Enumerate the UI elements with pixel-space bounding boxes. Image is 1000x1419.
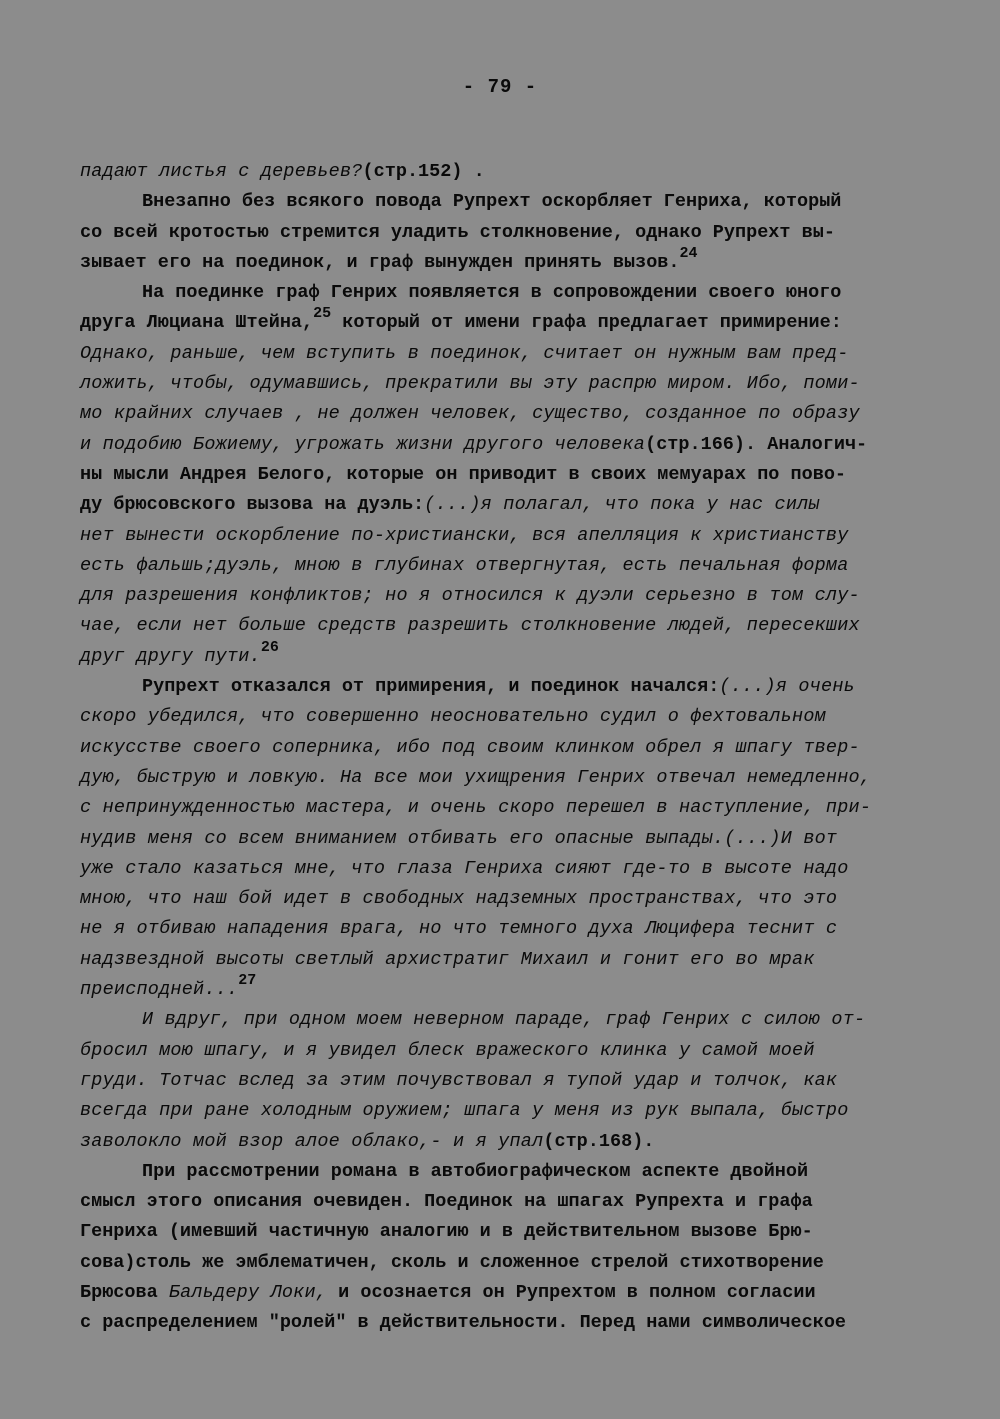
text-line — [80, 824, 930, 854]
text-run: друга Люциана Штейна, — [80, 312, 314, 334]
text-line — [80, 399, 930, 429]
text-run: (стр.166). Аналогич- — [645, 433, 868, 455]
body-text — [80, 157, 930, 1339]
text-line — [80, 1278, 930, 1308]
text-run: надзвездной высоты светлый архистратиг Михаил и гонит его во мрак — [80, 948, 815, 970]
text-line — [80, 244, 930, 278]
text-run: Брюсова — [80, 1281, 169, 1303]
text-line — [80, 1217, 930, 1247]
text-line — [80, 218, 930, 248]
text-run: (стр.168). — [543, 1130, 655, 1152]
footnote-marker: 25 — [313, 305, 332, 323]
text-line — [80, 702, 930, 732]
text-run: чае, если нет больше средств разрешить столкновение людей, пересекших — [80, 615, 860, 637]
text-line — [80, 551, 930, 581]
footnote-marker: 26 — [260, 638, 279, 656]
text-run: с распределением "ролей" в действительности. Перед нами символическое — [80, 1312, 847, 1334]
text-run: мною, что наш бой идет в свободных надземных пространствах, что это — [80, 888, 838, 910]
text-line — [80, 521, 930, 551]
text-run: Внезапно без всякого повода Рупрехт оскорбляет Генриха, который — [142, 191, 842, 213]
text-line — [80, 1248, 930, 1278]
text-line — [80, 1308, 930, 1338]
text-run: заволокло мой взор алое облако,- и я упал — [80, 1130, 544, 1152]
text-run: падают листья с деревьев? — [80, 161, 363, 182]
text-run: мо крайних случаев , не должен человек, существо, созданное по образу — [80, 403, 860, 425]
text-run: не я отбиваю нападения врага, но что темного духа Люцифера теснит с — [80, 918, 838, 940]
text-line — [80, 369, 930, 399]
text-run: с непринужденностью мастера, и очень скоро перешел в наступление, при- — [80, 797, 872, 819]
text-run: Генриха (имевший частичную аналогию и в действительном вызове Брю- — [80, 1221, 813, 1243]
text-line — [80, 1005, 930, 1035]
text-line — [80, 1157, 930, 1187]
text-line — [80, 305, 930, 338]
text-line — [80, 884, 930, 914]
text-line — [80, 187, 930, 217]
text-line — [80, 914, 930, 944]
text-run: (...)И вот — [724, 827, 838, 849]
text-run: и осознается он Рупрехтом в полном согласии — [327, 1281, 816, 1303]
text-run: скоро убедился, что совершенно неосновательно судил о фехтовальном — [80, 706, 826, 728]
text-run: ны мысли Андрея Белого, которые он приводит в своих мемуарах по пово- — [80, 463, 847, 485]
text-line — [80, 430, 930, 460]
text-line — [80, 672, 930, 702]
text-run: нудив меня со всем вниманием отбивать его опасные выпады. — [80, 827, 725, 849]
text-line — [80, 1127, 930, 1157]
text-line — [80, 793, 930, 823]
text-run: ложить, чтобы, одумавшись, прекратили вы эту распрю миром. Ибо, поми- — [80, 373, 860, 395]
text-line — [80, 763, 930, 793]
text-run: Рупрехт отказался от примирения, и поединок начался: — [142, 676, 720, 698]
text-line — [80, 972, 930, 1005]
text-run: уже стало казаться мне, что глаза Генриха сияют где-то в высоте надо — [80, 857, 849, 879]
text-line — [80, 733, 930, 763]
text-run: преисподней... — [80, 979, 239, 1001]
text-line — [80, 854, 930, 884]
text-line — [80, 638, 930, 672]
text-run: есть фальшь;дуэль, мною в глубинах отвергнутая, есть печальная форма — [80, 554, 849, 576]
text-run: со всей кротостью стремится уладить столкновение, однако Рупрехт вы- — [80, 221, 835, 243]
text-line — [80, 460, 930, 490]
text-run: груди. Тотчас вслед за этим почувствовал я тупой удар и толчок, как — [80, 1069, 838, 1091]
text-run: смысл этого описания очевиден. Поединок на шпагах Рупрехта и графа — [80, 1191, 813, 1213]
text-line — [80, 1187, 930, 1217]
text-run: нет вынести оскорбление по-христиански, вся апелляция к христианству — [80, 524, 849, 546]
text-run: бросил мою шпагу, и я увидел блеск вражеского клинка у самой моей — [80, 1039, 815, 1061]
text-line — [80, 1066, 930, 1096]
text-run: (...)я очень — [719, 676, 855, 698]
text-run: искусстве своего соперника, ибо под своим клинком обрел я шпагу твер- — [80, 736, 860, 758]
text-line — [80, 490, 930, 520]
text-line — [80, 1096, 930, 1126]
footnote-marker: 27 — [238, 972, 257, 990]
text-line — [80, 339, 930, 369]
page-number: - 79 - — [462, 76, 538, 98]
text-run: друг другу пути. — [80, 645, 261, 667]
text-run: и подобию Божиему, угрожать жизни другого человека — [80, 433, 646, 455]
text-run: Бальдеру Локи, — [168, 1281, 328, 1303]
text-run: зывает его на поединок, и граф вынужден принять вызов. — [80, 251, 680, 273]
text-line — [80, 945, 930, 975]
text-run: который от имени графа предлагает примирение: — [331, 312, 842, 334]
text-run: На поединке граф Генрих появляется в сопровождении своего юного — [142, 282, 842, 304]
text-line — [80, 611, 930, 641]
footnote-marker: 24 — [679, 244, 698, 262]
text-run: для разрешения конфликтов; но я относился к дуэли серьезно в том слу- — [80, 585, 860, 607]
text-run: дую, быструю и ловкую. На все мои ухищрения Генрих отвечал немедленно, — [80, 766, 872, 788]
text-line — [80, 157, 930, 187]
text-run: сова)столь же эмблематичен, сколь и сложенное стрелой стихотворение — [80, 1251, 824, 1273]
text-run: ду брюсовского вызова на дуэль: — [80, 494, 425, 516]
text-run: всегда при ране холодным оружием; шпага у меня из рук выпала, быстро — [80, 1100, 849, 1122]
text-run: (...)я полагал, что пока у нас силы — [424, 494, 820, 516]
text-run: И вдруг, при одном моем неверном параде, граф Генрих с силою от- — [142, 1009, 866, 1031]
text-line — [80, 581, 930, 611]
text-run: Однако, раньше, чем вступить в поединок, считает он нужным вам пред- — [80, 342, 849, 364]
text-run: (стр.152) . — [362, 161, 485, 182]
text-line — [80, 1036, 930, 1066]
text-line — [80, 278, 930, 308]
text-run: При рассмотрении романа в автобиографическом аспекте двойной — [142, 1160, 809, 1182]
